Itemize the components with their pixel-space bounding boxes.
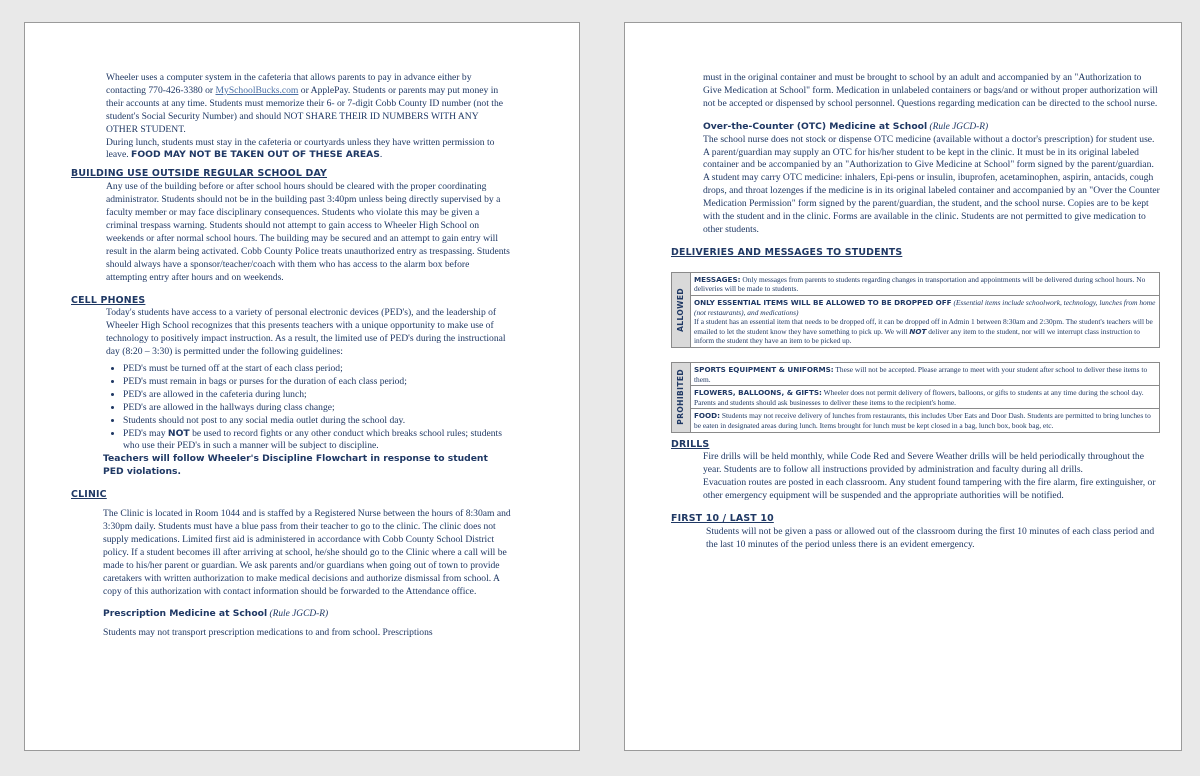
food-cell <box>691 409 1160 432</box>
prohibited-label-cell <box>672 362 691 432</box>
list-item <box>123 428 511 454</box>
list-item: • PED's are allowed in the hallways during class change; <box>123 402 511 415</box>
list-item: • PED's must be turned off at the start of each class period; <box>123 363 511 376</box>
not-emphasis: NOT <box>167 427 190 439</box>
cafeteria-text: Wheeler uses a computer system in the cafeteria that allows parents to pay in advance either by contacting 770-426-3380 or <box>106 72 472 96</box>
lunch-text-end: . <box>379 149 383 161</box>
first-last-body: Students will not be given a pass or allowed out of the classroom during the first 10 minutes of each class period and the last 10 minutes of the period unless there is an evident emergency. <box>706 525 1155 550</box>
allowed-label: ALLOWED <box>676 287 686 332</box>
ped-guidelines-list <box>71 363 511 453</box>
essential-body-2: deliver any item to the student, nor will we interrupt class instruction to inform the student they have an item to be picked up. <box>694 326 1140 346</box>
otc-heading <box>671 121 1161 134</box>
drills-body: Fire drills will be held monthly, while Code Red and Severe Weather drills will be held periodically throughout the year. Students are to follow all instructions provided by administration and faculty during all drills. <box>703 451 1144 476</box>
building-use-heading: BUILDING USE OUTSIDE REGULAR SCHOOL DAY <box>71 168 328 180</box>
list-item-text-2: be used to record fights or any other conduct which breaks school rules; students who use their PED's in such a manner will be subject to discipline. <box>123 427 502 452</box>
myschoolbucks-link[interactable]: MySchoolBucks.com <box>215 84 299 96</box>
otc-title: Over-the-Counter (OTC) Medicine at School <box>703 120 928 132</box>
messages-title: MESSAGES: <box>694 274 741 284</box>
food-warning: FOOD MAY NOT BE TAKEN OUT OF THESE AREAS <box>131 149 380 161</box>
cafeteria-paragraph <box>71 72 511 137</box>
sports-body: These will not be accepted. Please arrange to meet with your student after school to deliver these items to them. <box>694 364 1148 384</box>
sports-cell <box>691 362 1160 385</box>
prescription-body: Students may not transport prescription medications to and from school. Prescriptions <box>103 627 433 639</box>
allowed-label-cell <box>672 272 691 347</box>
list-item-text: PED's may <box>123 427 168 439</box>
cell-phones-heading: CELL PHONES <box>71 294 146 306</box>
deliveries-heading: DELIVERIES AND MESSAGES TO STUDENTS <box>671 246 903 258</box>
flowers-cell <box>691 386 1160 409</box>
lunch-text: During lunch, students must stay in the cafeteria or courtyards unless they have written permission to leave. <box>106 136 495 161</box>
sports-title: SPORTS EQUIPMENT & UNIFORMS: <box>694 364 834 374</box>
lunch-paragraph <box>71 137 511 163</box>
prescription-heading <box>71 608 511 621</box>
list-item: • PED's are allowed in the cafeteria during lunch; <box>123 389 511 402</box>
prescription-title: Prescription Medicine at School <box>103 608 268 620</box>
clinic-body: The Clinic is located in Room 1044 and is staffed by a Registered Nurse between the hours of 8:30am and 3:30pm daily. Students must have a blue pass from their teacher to go to the clinic. The clinic does not supply medications. Limited first aid is administered in accordance with Cobb County School District policy. If a student becomes ill after arriving at school, he/she should go to the Clinic where a call will be made to his/her parent or guardian. We ask parents and/or guardians when going out of town to provide caretakers with written authorization to make medical decisions and authorize dismissal from school. A copy of this authorization with contact information should be forwarded to the Attendance office. <box>103 508 511 597</box>
essential-items-cell <box>691 295 1160 347</box>
prohibited-table <box>671 362 1160 433</box>
left-page <box>24 22 580 751</box>
essential-title: ONLY ESSENTIAL ITEMS WILL BE ALLOWED TO BE DROPPED OFF <box>694 297 952 307</box>
essential-note: (Essential items include schoolwork, technology, lunches from home (not restaurants), and medications) <box>694 297 1156 317</box>
otc-body: The school nurse does not stock or dispense OTC medicine (available without a doctor's prescription) for student use. A parent/guardian may supply an OTC for his/her student to be kept in the clinic. It must be in its original labeled container and be accompanied by an "Authorization to Give Medicine at School" form signed by the parent/guardian. A student may carry OTC medicine: inhalers, Epi-pens or insulin, ibuprofen, acetaminophen, aspirin, antacids, cough drops, and throat lozenges if the medicine is in its original labeled container and accompanied by an "Over the Counter Medication Permission" form signed by the parent/guardian, the student, and the school nurse. Copies are to be kept with the student and in the clinic. Forms are available in the clinic. Students are not permitted to give medication to other students. <box>703 133 1160 235</box>
list-item: • PED's must remain in bags or purses for the duration of each class period; <box>123 376 511 389</box>
not-emphasis: NOT <box>909 326 927 336</box>
list-item: • Students should not post to any social media outlet during the school day. <box>123 415 511 428</box>
food-title: FOOD: <box>694 411 720 421</box>
left-page-content <box>71 72 511 640</box>
prohibited-label: PROHIBITED <box>676 369 686 426</box>
otc-rule: (Rule JGCD-R) <box>929 121 989 132</box>
building-use-body: Any use of the building before or after school hours should be cleared with the proper coordinating administrator. Students should not be in the building past 3:40pm unless being directly supervised by a faculty member or may face disciplinary consequences. Students who violate this may be given a criminal trespass warning. Students should not attempt to gain access to Wheeler High School on weekends or after normal school hours. The building may be secured and an attempt to gain entry will result in the alarm being activated. Cobb County Police treats unauthorized entry as trespassing. Students should always have a sponsor/teacher/coach with them who has access to the alarm box before attempting entry after hours and on weekends. <box>106 181 510 283</box>
essential-body: If a student has an essential item that needs to be dropped off, it can be dropped off in Admin 1 between 8:30am and 2:30pm. The student's teachers will be emailed to let the student know they have something to pick up. We will <box>694 317 1153 336</box>
food-body: Students may not receive delivery of lunches from restaurants, this includes Uber Eats and Door Dash. Students are permitted to bring lunches to be eaten in designated areas during lunch. Items brought for lunch must be kept closed in a bag, lunch box, book bag, etc. <box>694 411 1151 430</box>
right-page-content <box>671 72 1161 552</box>
flowers-title: FLOWERS, BALLOONS, & GIFTS: <box>694 388 822 398</box>
drills-heading: DRILLS <box>671 438 710 450</box>
teachers-flowchart-note: Teachers will follow Wheeler's Discipline Flowchart in response to student PED violations. <box>103 453 488 478</box>
clinic-heading: CLINIC <box>71 489 107 501</box>
messages-cell <box>691 272 1160 295</box>
messages-body: Only messages from parents to students regarding changes in transportation and appointments will be delivered during school hours. No deliveries will be made to students. <box>694 274 1146 294</box>
allowed-table <box>671 272 1160 348</box>
evacuation-body: Evacuation routes are posted in each classroom. Any student found tampering with the fire alarm, fire extinguisher, or other emergency equipment will be suspended and the appropriate authorities will be notified. <box>703 477 1156 502</box>
right-page <box>624 22 1182 751</box>
cafeteria-text-2: or ApplePay. Students or parents may put money in their accounts at any time. Students must memorize their 6- or 7-digit Cobb County ID number (not the student's Social Security Number) and should NOT SHARE THEIR ID NUMBERS WITH ANY OTHER STUDENT. <box>106 84 503 135</box>
prescription-continued: must in the original container and must be brought to school by an adult and accompanied by an "Authorization to Give Medication at School" form. Medication in unlabeled containers or bags/and or without proper authorization will not be accepted or dispensed by school personnel. Questions regarding medication can be directed to the school nurse. <box>703 72 1158 109</box>
first-last-heading: FIRST 10 / LAST 10 <box>671 513 774 525</box>
cell-phones-body: Today's students have access to a variety of personal electronic devices (PED's), and the leadership of Wheeler High School recognizes that this presents teachers with a unique opportunity to make use of technology to positively impact instruction. As a result, the limited use of PED's during the instructional day (8:20 – 3:30) is permitted under the following guidelines: <box>106 307 506 358</box>
prescription-rule: (Rule JGCD-R) <box>269 609 329 620</box>
flowers-body: Wheeler does not permit delivery of flowers, balloons, or gifts to students at any time during the school day. Parents and students should ask businesses to deliver these items to the recipient's home. <box>694 388 1144 407</box>
